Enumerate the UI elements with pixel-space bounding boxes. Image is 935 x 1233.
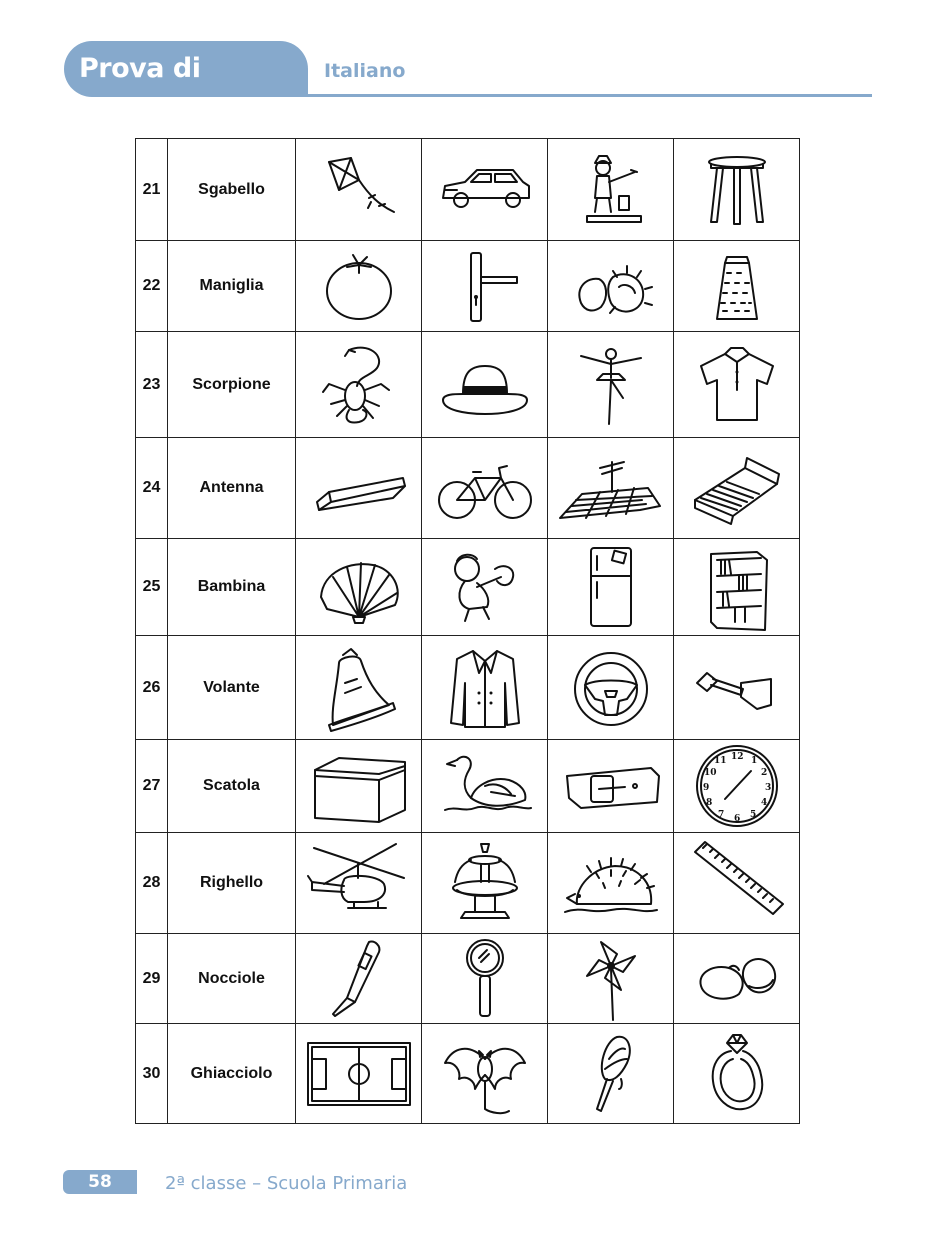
- eraser-icon[interactable]: [296, 438, 422, 539]
- helicopter-icon[interactable]: [296, 833, 422, 934]
- hat-icon[interactable]: [422, 332, 548, 438]
- ice-lolly-icon[interactable]: [548, 1024, 674, 1124]
- roof-antenna-icon[interactable]: [548, 438, 674, 539]
- table-row: [136, 833, 800, 934]
- car-icon[interactable]: [422, 139, 548, 241]
- bell-icon[interactable]: [296, 636, 422, 740]
- clock-numeral: 5: [749, 810, 756, 820]
- row-number: 23: [136, 332, 168, 438]
- clock-numeral: 2: [760, 768, 767, 778]
- row-word: Nocciole: [168, 934, 296, 1024]
- table-row: [136, 332, 800, 438]
- door-handle-icon[interactable]: [422, 241, 548, 332]
- row-word: Sgabello: [168, 139, 296, 241]
- table-row: [136, 636, 800, 740]
- football-field-icon[interactable]: [296, 1024, 422, 1124]
- row-number: 27: [136, 740, 168, 833]
- bookcase-icon[interactable]: [674, 539, 800, 636]
- shovel-icon[interactable]: [674, 636, 800, 740]
- row-number: 26: [136, 636, 168, 740]
- table-row: [136, 139, 800, 241]
- row-word: Volante: [168, 636, 296, 740]
- clock-icon[interactable]: [674, 740, 800, 833]
- thermometer-icon[interactable]: [296, 934, 422, 1024]
- swan-icon[interactable]: [422, 740, 548, 833]
- row-word: Scatola: [168, 740, 296, 833]
- bat-icon[interactable]: [422, 1024, 548, 1124]
- chestnut-icon[interactable]: [548, 241, 674, 332]
- row-word: Antenna: [168, 438, 296, 539]
- row-number: 24: [136, 438, 168, 539]
- table-row: [136, 1024, 800, 1124]
- magnifier-icon[interactable]: [422, 934, 548, 1024]
- clock-numeral: 6: [733, 814, 740, 824]
- clock-numeral: 3: [764, 783, 771, 793]
- clock-numeral: 1: [750, 756, 757, 766]
- scorpion-icon[interactable]: [296, 332, 422, 438]
- row-word: Righello: [168, 833, 296, 934]
- belt-icon[interactable]: [548, 740, 674, 833]
- hedgehog-icon[interactable]: [548, 833, 674, 934]
- table-row: [136, 740, 800, 833]
- clock-numeral: 11: [713, 756, 727, 766]
- row-number: 28: [136, 833, 168, 934]
- row-number: 29: [136, 934, 168, 1024]
- kite-icon[interactable]: [296, 139, 422, 241]
- row-number: 25: [136, 539, 168, 636]
- row-number: 30: [136, 1024, 168, 1124]
- table-row: [136, 539, 800, 636]
- header-subject: Italiano: [324, 60, 406, 82]
- shirt-icon[interactable]: [674, 332, 800, 438]
- reading-test-table: [135, 138, 800, 1124]
- row-number: 21: [136, 139, 168, 241]
- box-icon[interactable]: [296, 740, 422, 833]
- clock-numeral: 7: [717, 810, 724, 820]
- table-row: [136, 934, 800, 1024]
- row-word: Ghiacciolo: [168, 1024, 296, 1124]
- hazelnuts-icon[interactable]: [674, 934, 800, 1024]
- tomato-icon[interactable]: [296, 241, 422, 332]
- ruler-icon[interactable]: [674, 833, 800, 934]
- clock-numeral: 4: [760, 798, 767, 808]
- pinwheel-icon[interactable]: [548, 934, 674, 1024]
- table-row: [136, 438, 800, 539]
- header-title: Prova di Lettura: [64, 41, 308, 97]
- jacket-icon[interactable]: [422, 636, 548, 740]
- book-icon[interactable]: [674, 438, 800, 539]
- header-rule: [300, 94, 872, 97]
- class-label: 2ª classe – Scuola Primaria: [165, 1173, 408, 1194]
- ballerina-icon[interactable]: [548, 332, 674, 438]
- grater-icon[interactable]: [674, 241, 800, 332]
- clock-numeral: 9: [702, 783, 709, 793]
- clock-numeral: 12: [730, 752, 744, 762]
- row-word: Bambina: [168, 539, 296, 636]
- clock-numeral: 10: [703, 768, 717, 778]
- child-icon[interactable]: [422, 539, 548, 636]
- fountain-icon[interactable]: [422, 833, 548, 934]
- row-word: Maniglia: [168, 241, 296, 332]
- steering-wheel-icon[interactable]: [548, 636, 674, 740]
- bicycle-icon[interactable]: [422, 438, 548, 539]
- row-word: Scorpione: [168, 332, 296, 438]
- fridge-icon[interactable]: [548, 539, 674, 636]
- clock-numeral: 8: [705, 798, 712, 808]
- page-number: 58: [63, 1170, 137, 1194]
- stool-icon[interactable]: [674, 139, 800, 241]
- shell-icon[interactable]: [296, 539, 422, 636]
- ring-icon[interactable]: [674, 1024, 800, 1124]
- firefighter-icon[interactable]: [548, 139, 674, 241]
- row-number: 22: [136, 241, 168, 332]
- table-row: [136, 241, 800, 332]
